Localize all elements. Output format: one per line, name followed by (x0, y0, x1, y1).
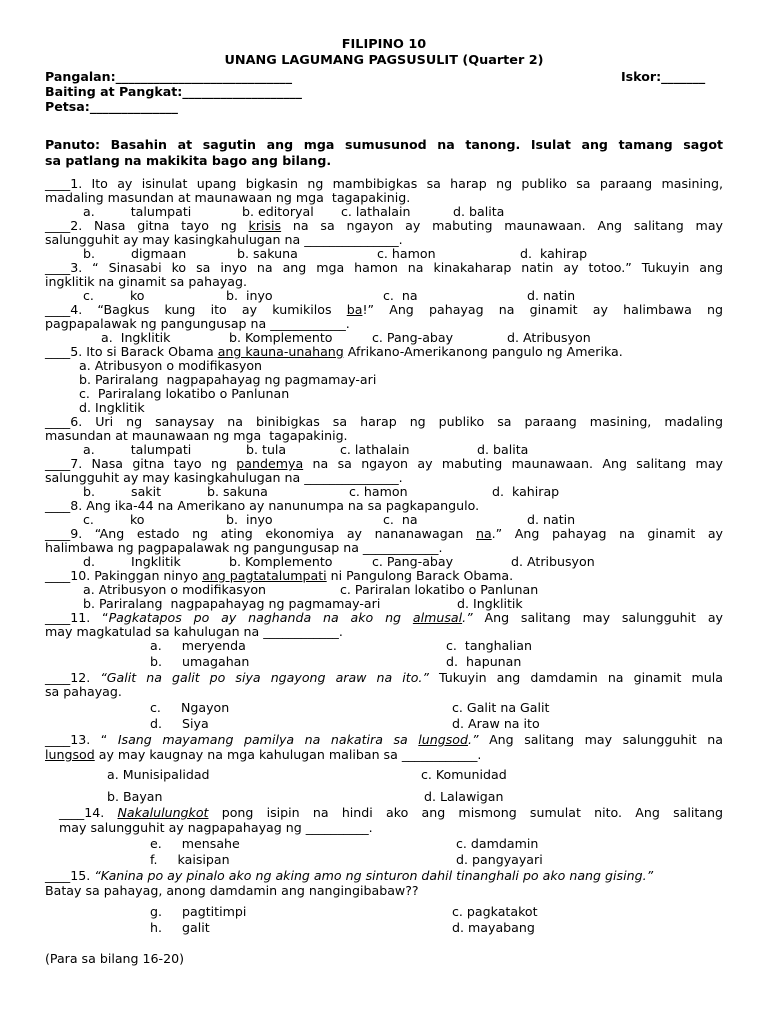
question-9: ____9. “Ang estado ng ating ekonomiya ay nananawagan na.” Ang pahayag na ginamit ay (45, 526, 724, 541)
q2-option-c: c. hamon (377, 246, 436, 261)
question-14: ____14. Nakalulungkot pong isipin na hindi ako ang mismong sumulat nito. Ang salitang (59, 805, 723, 820)
q7-option-a: b. sakit (83, 484, 162, 499)
question-10: ____10. Pakinggan ninyo ang pagtatalumpati ni Pangulong Barack Obama. (45, 568, 514, 583)
q6-option-c: c. lathalain (340, 442, 410, 457)
q3-option-c: c. na (383, 288, 418, 303)
q9-option-c: c. Pang-abay (372, 554, 454, 569)
q1-option-a: a. talumpati (83, 204, 192, 219)
q10-option-b: b. Pariralang nagpapahayag ng pagmamay-ari (83, 596, 381, 611)
q3-option-b: b. inyo (226, 288, 273, 303)
q8-option-a: c. ko (83, 512, 145, 527)
question-13-cont: lungsod ay may kaugnay na mga kahulugan maliban sa ____________. (45, 747, 482, 762)
q4-option-d: d. Atribusyon (507, 330, 591, 345)
q11-option-b: b. umagahan (150, 654, 250, 669)
question-2: ____2. Nasa gitna tayo ng krisis na sa ngayon ay mabuting maunawaan. Ang salitang may (45, 218, 723, 233)
grade-section-field[interactable]: Baiting at Pangkat:___________________ (45, 84, 302, 99)
q15-option-b: h. galit (150, 920, 210, 935)
question-7: ____7. Nasa gitna tayo ng pandemya na sa ngayon ay mabuting maunawaan. Ang salitang may (45, 456, 723, 471)
q11-option-d: d. hapunan (446, 654, 522, 669)
question-6-cont: masundan at maunawaan ng mga tagapakinig. (45, 428, 348, 443)
q8-option-b: b. inyo (226, 512, 273, 527)
exam-title: UNANG LAGUMANG PAGSUSULIT (Quarter 2) (224, 53, 544, 68)
question-11-cont: may magkatulad sa kahulugan na ____________. (45, 624, 343, 639)
q15-option-d: d. mayabang (452, 920, 535, 935)
question-2-cont: salungguhit ay may kasingkahulugan na _______________. (45, 232, 403, 247)
q1-option-b: b. editoryal (242, 204, 314, 219)
question-12-cont: sa pahayag. (45, 684, 122, 699)
question-1-cont: madaling masundan at maunawaan ng mga tagapakinig. (45, 190, 411, 205)
q9-option-a: d. Ingklitik (83, 554, 181, 569)
q13-option-d: d. Lalawigan (424, 789, 504, 804)
q12-option-d: d. Araw na ito (452, 716, 540, 731)
q15-option-c: c. pagkatakot (452, 904, 538, 919)
date-field[interactable]: Petsa:______________ (45, 99, 178, 114)
q12-option-a: c. Ngayon (150, 700, 230, 715)
q8-option-d: d. natin (527, 512, 576, 527)
q5-option-d: d. Ingklitik (79, 400, 145, 415)
q9-option-d: d. Atribusyon (511, 554, 595, 569)
question-6: ____6. Uri ng sanaysay na binibigkas sa harap ng publiko sa paraang masining, madaling (45, 414, 723, 429)
q5-option-a: a. Atribusyon o modifikasyon (79, 358, 263, 373)
q15-option-a: g. pagtitimpi (150, 904, 247, 919)
question-15: ____15. “Kanina po ay pinalo ako ng aking amo ng sinturon dahil tinanghali po ako nang gising.” (45, 868, 654, 883)
q14-option-a: e. mensahe (150, 836, 240, 851)
q9-option-b: b. Komplemento (229, 554, 333, 569)
q13-option-c: c. Komunidad (421, 767, 507, 782)
question-4-cont: pagpapalawak ng pangungusap na ____________. (45, 316, 350, 331)
instructions-line-1: Panuto: Basahin at sagutin ang mga sumusunod na tanong. Isulat ang tamang sagot (45, 137, 723, 152)
q6-option-b: b. tula (246, 442, 287, 457)
question-5: ____5. Ito si Barack Obama ang kauna-unahang Afrikano-Amerikanong pangulo ng Amerika. (45, 344, 623, 359)
q3-option-d: d. natin (527, 288, 576, 303)
q5-option-c: c. Pariralang lokatibo o Panlunan (79, 386, 290, 401)
question-13: ____13. “ Isang mayamang pamilya na nakatira sa lungsod.” Ang salitang may salungguhit na (45, 732, 723, 747)
q14-option-b: f. kaisipan (150, 852, 230, 867)
q14-option-d: d. pangyayari (456, 852, 543, 867)
question-3-cont: ingklitik na ginamit sa pahayag. (45, 274, 247, 289)
question-7-cont: salungguhit ay may kasingkahulugan na _______________. (45, 470, 403, 485)
question-11: ____11. “Pagkatapos po ay naghanda na ako ng almusal.” Ang salitang may salungguhit ay (45, 610, 723, 625)
q11-option-c: c. tanghalian (446, 638, 532, 653)
q4-option-b: b. Komplemento (229, 330, 333, 345)
q7-option-b: b. sakuna (207, 484, 268, 499)
q6-option-d: d. balita (477, 442, 529, 457)
question-1: ____1. Ito ay isinulat upang bigkasin ng mambibigkas sa harap ng publiko sa paraang masining, (45, 176, 723, 191)
q4-option-c: c. Pang-abay (372, 330, 454, 345)
name-field[interactable]: Pangalan:____________________________ (45, 69, 292, 84)
question-14-cont: may salungguhit ay nagpapahayag ng __________. (59, 820, 373, 835)
q3-option-a: c. ko (83, 288, 145, 303)
q12-option-c: c. Galit na Galit (452, 700, 550, 715)
question-15-cont: Batay sa pahayag, anong damdamin ang nangingibabaw?? (45, 883, 419, 898)
q4-option-a: a. Ingklitik (101, 330, 171, 345)
q10-option-a: a. Atribusyon o modifikasyon (83, 582, 267, 597)
section-note: (Para sa bilang 16-20) (45, 951, 185, 966)
q13-option-a: a. Munisipalidad (107, 767, 210, 782)
q10-option-d: d. Ingklitik (457, 596, 523, 611)
score-field[interactable]: Iskor:_______ (621, 69, 706, 84)
q7-option-d: d. kahirap (492, 484, 560, 499)
question-4: ____4. “Bagkus kung ito ay kumikilos ba!” Ang pahayag na ginamit ay halimbawa ng (45, 302, 723, 317)
q2-option-d: d. kahirap (520, 246, 588, 261)
question-8: ____8. Ang ika-44 na Amerikano ay nanunumpa na sa pagkapangulo. (45, 498, 480, 513)
q5-option-b: b. Pariralang nagpapahayag ng pagmamay-ari (79, 372, 377, 387)
q8-option-c: c. na (383, 512, 418, 527)
q1-option-d: d. balita (453, 204, 505, 219)
question-3: ____3. “ Sinasabi ko sa inyo na ang mga hamon na kinakaharap natin ay totoo.” Tukuyin ang (45, 260, 723, 275)
q2-option-a: b. digmaan (83, 246, 187, 261)
q10-option-c: c. Pariralan lokatibo o Panlunan (340, 582, 539, 597)
q11-option-a: a. meryenda (150, 638, 246, 653)
q6-option-a: a. talumpati (83, 442, 192, 457)
q12-option-b: d. Siya (150, 716, 209, 731)
q2-option-b: b. sakuna (237, 246, 298, 261)
subject-title: FILIPINO 10 (341, 37, 427, 52)
q13-option-b: b. Bayan (107, 789, 163, 804)
q1-option-c: c. lathalain (341, 204, 411, 219)
instructions-line-2: sa patlang na makikita bago ang bilang. (45, 153, 332, 168)
question-9-cont: halimbawa ng pagpapalawak ng pangungusap na ____________. (45, 540, 443, 555)
q7-option-c: c. hamon (349, 484, 408, 499)
q14-option-c: c. damdamin (456, 836, 539, 851)
question-12: ____12. “Galit na galit po siya ngayong araw na ito.” Tukuyin ang damdamin na ginamit mula (45, 670, 723, 685)
